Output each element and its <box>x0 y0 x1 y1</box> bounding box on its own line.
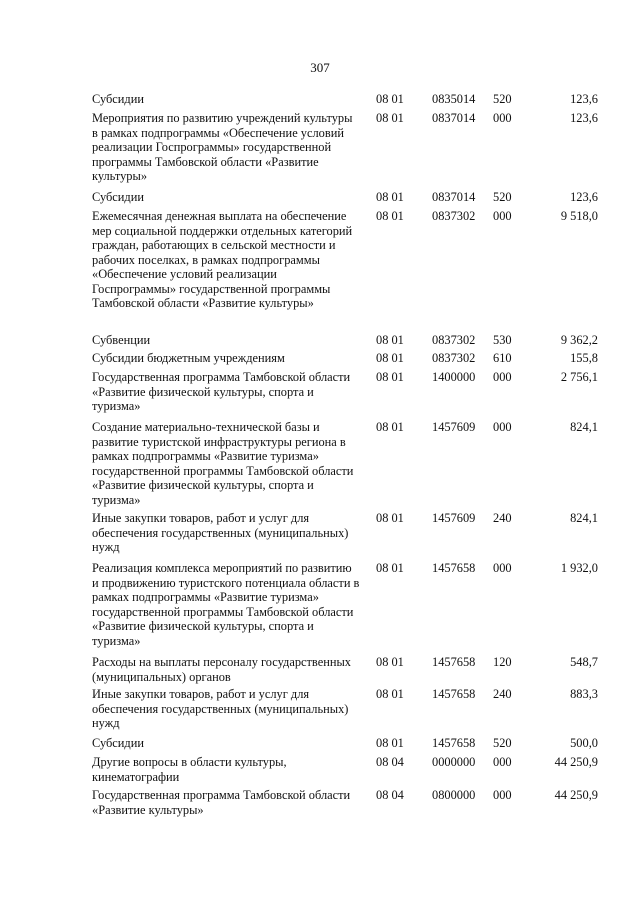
row-name: Субвенции <box>92 333 151 347</box>
row-expense-type: 520 <box>493 736 512 750</box>
row-section: 08 01 <box>376 511 404 525</box>
row-amount: 9 518,0 <box>560 209 598 223</box>
row-name: Субсидии <box>92 736 144 750</box>
row-amount: 155,8 <box>570 351 598 365</box>
row-amount: 9 362,2 <box>560 333 598 347</box>
row-expense-type: 000 <box>493 209 512 223</box>
row-name: Государственная программа Тамбовской области «Развитие культуры» <box>92 788 351 817</box>
row-expense-type: 530 <box>493 333 512 347</box>
row-name: Субсидии <box>92 190 144 204</box>
row-name: Иные закупки товаров, работ и услуг для обеспечения государственных (муниципальных) нужд <box>92 687 349 730</box>
row-section: 08 01 <box>376 111 404 125</box>
row-expense-type: 000 <box>493 370 512 384</box>
row-expense-type: 120 <box>493 655 512 669</box>
row-target-code: 0837302 <box>432 333 476 347</box>
row-amount: 548,7 <box>570 655 598 669</box>
row-amount: 44 250,9 <box>554 755 598 769</box>
row-section: 08 01 <box>376 370 404 384</box>
row-target-code: 1457658 <box>432 655 476 669</box>
row-expense-type: 520 <box>493 92 512 106</box>
row-name: Мероприятия по развитию учреждений культуры в рамках подпрограммы «Обеспечение условий реализации Госпрограммы» государственной программы Тамбовской области «Развитие культуры» <box>92 111 353 183</box>
row-expense-type: 240 <box>493 687 512 701</box>
row-name: Реализация комплекса мероприятий по развитию и продвижению туристского потенциала области в рамках подпрограммы «Развитие туризма» государственной программы Тамбовской области «Развитие физической культуры, спорта и туризма» <box>92 561 360 648</box>
row-target-code: 0837302 <box>432 209 476 223</box>
row-name: Иные закупки товаров, работ и услуг для обеспечения государственных (муниципальных) нужд <box>92 511 349 554</box>
row-section: 08 04 <box>376 788 404 802</box>
row-name: Расходы на выплаты персоналу государственных (муниципальных) органов <box>92 655 351 684</box>
row-amount: 1 932,0 <box>560 561 598 575</box>
row-name: Другие вопросы в области культуры, кинематографии <box>92 755 287 784</box>
row-amount: 2 756,1 <box>560 370 598 384</box>
row-amount: 883,3 <box>570 687 598 701</box>
row-expense-type: 000 <box>493 561 512 575</box>
row-section: 08 04 <box>376 755 404 769</box>
row-name: Ежемесячная денежная выплата на обеспечение мер социальной поддержки отдельных категорий граждан, работающих в сельской местности и рабочих поселках, в рамках подпрограммы «Обеспечение условий реализации Госпрограммы» государственной программы Тамбовской области «Развитие культуры» <box>92 209 353 310</box>
row-expense-type: 000 <box>493 755 512 769</box>
row-expense-type: 520 <box>493 190 512 204</box>
row-expense-type: 610 <box>493 351 512 365</box>
row-amount: 500,0 <box>570 736 598 750</box>
row-amount: 824,1 <box>570 420 598 434</box>
row-section: 08 01 <box>376 333 404 347</box>
row-amount: 824,1 <box>570 511 598 525</box>
row-target-code: 0837014 <box>432 190 476 204</box>
row-section: 08 01 <box>376 561 404 575</box>
row-target-code: 0835014 <box>432 92 476 106</box>
row-target-code: 0837302 <box>432 351 476 365</box>
row-target-code: 0837014 <box>432 111 476 125</box>
page-number: 307 <box>310 60 330 75</box>
row-expense-type: 000 <box>493 111 512 125</box>
row-amount: 123,6 <box>570 92 598 106</box>
row-section: 08 01 <box>376 351 404 365</box>
row-section: 08 01 <box>376 92 404 106</box>
row-target-code: 1457609 <box>432 511 476 525</box>
row-amount: 123,6 <box>570 111 598 125</box>
row-section: 08 01 <box>376 687 404 701</box>
row-section: 08 01 <box>376 190 404 204</box>
row-name: Субсидии <box>92 92 144 106</box>
row-target-code: 0800000 <box>432 788 476 802</box>
row-section: 08 01 <box>376 655 404 669</box>
row-expense-type: 240 <box>493 511 512 525</box>
row-name: Создание материально-технической базы и развитие туристской инфраструктуры региона в рамках подпрограммы «Развитие туризма» государственной программы Тамбовской области «Развитие физической культуры, спорта и туризма» <box>92 420 354 507</box>
row-name: Субсидии бюджетным учреждениям <box>92 351 285 365</box>
row-target-code: 1457658 <box>432 736 476 750</box>
row-target-code: 1457658 <box>432 561 476 575</box>
row-section: 08 01 <box>376 209 404 223</box>
row-target-code: 1400000 <box>432 370 476 384</box>
row-target-code: 1457658 <box>432 687 476 701</box>
row-target-code: 1457609 <box>432 420 476 434</box>
row-amount: 44 250,9 <box>554 788 598 802</box>
row-target-code: 0000000 <box>432 755 476 769</box>
row-expense-type: 000 <box>493 788 512 802</box>
row-section: 08 01 <box>376 736 404 750</box>
row-expense-type: 000 <box>493 420 512 434</box>
row-amount: 123,6 <box>570 190 598 204</box>
row-name: Государственная программа Тамбовской области «Развитие физической культуры, спорта и туризма» <box>92 370 351 413</box>
row-section: 08 01 <box>376 420 404 434</box>
